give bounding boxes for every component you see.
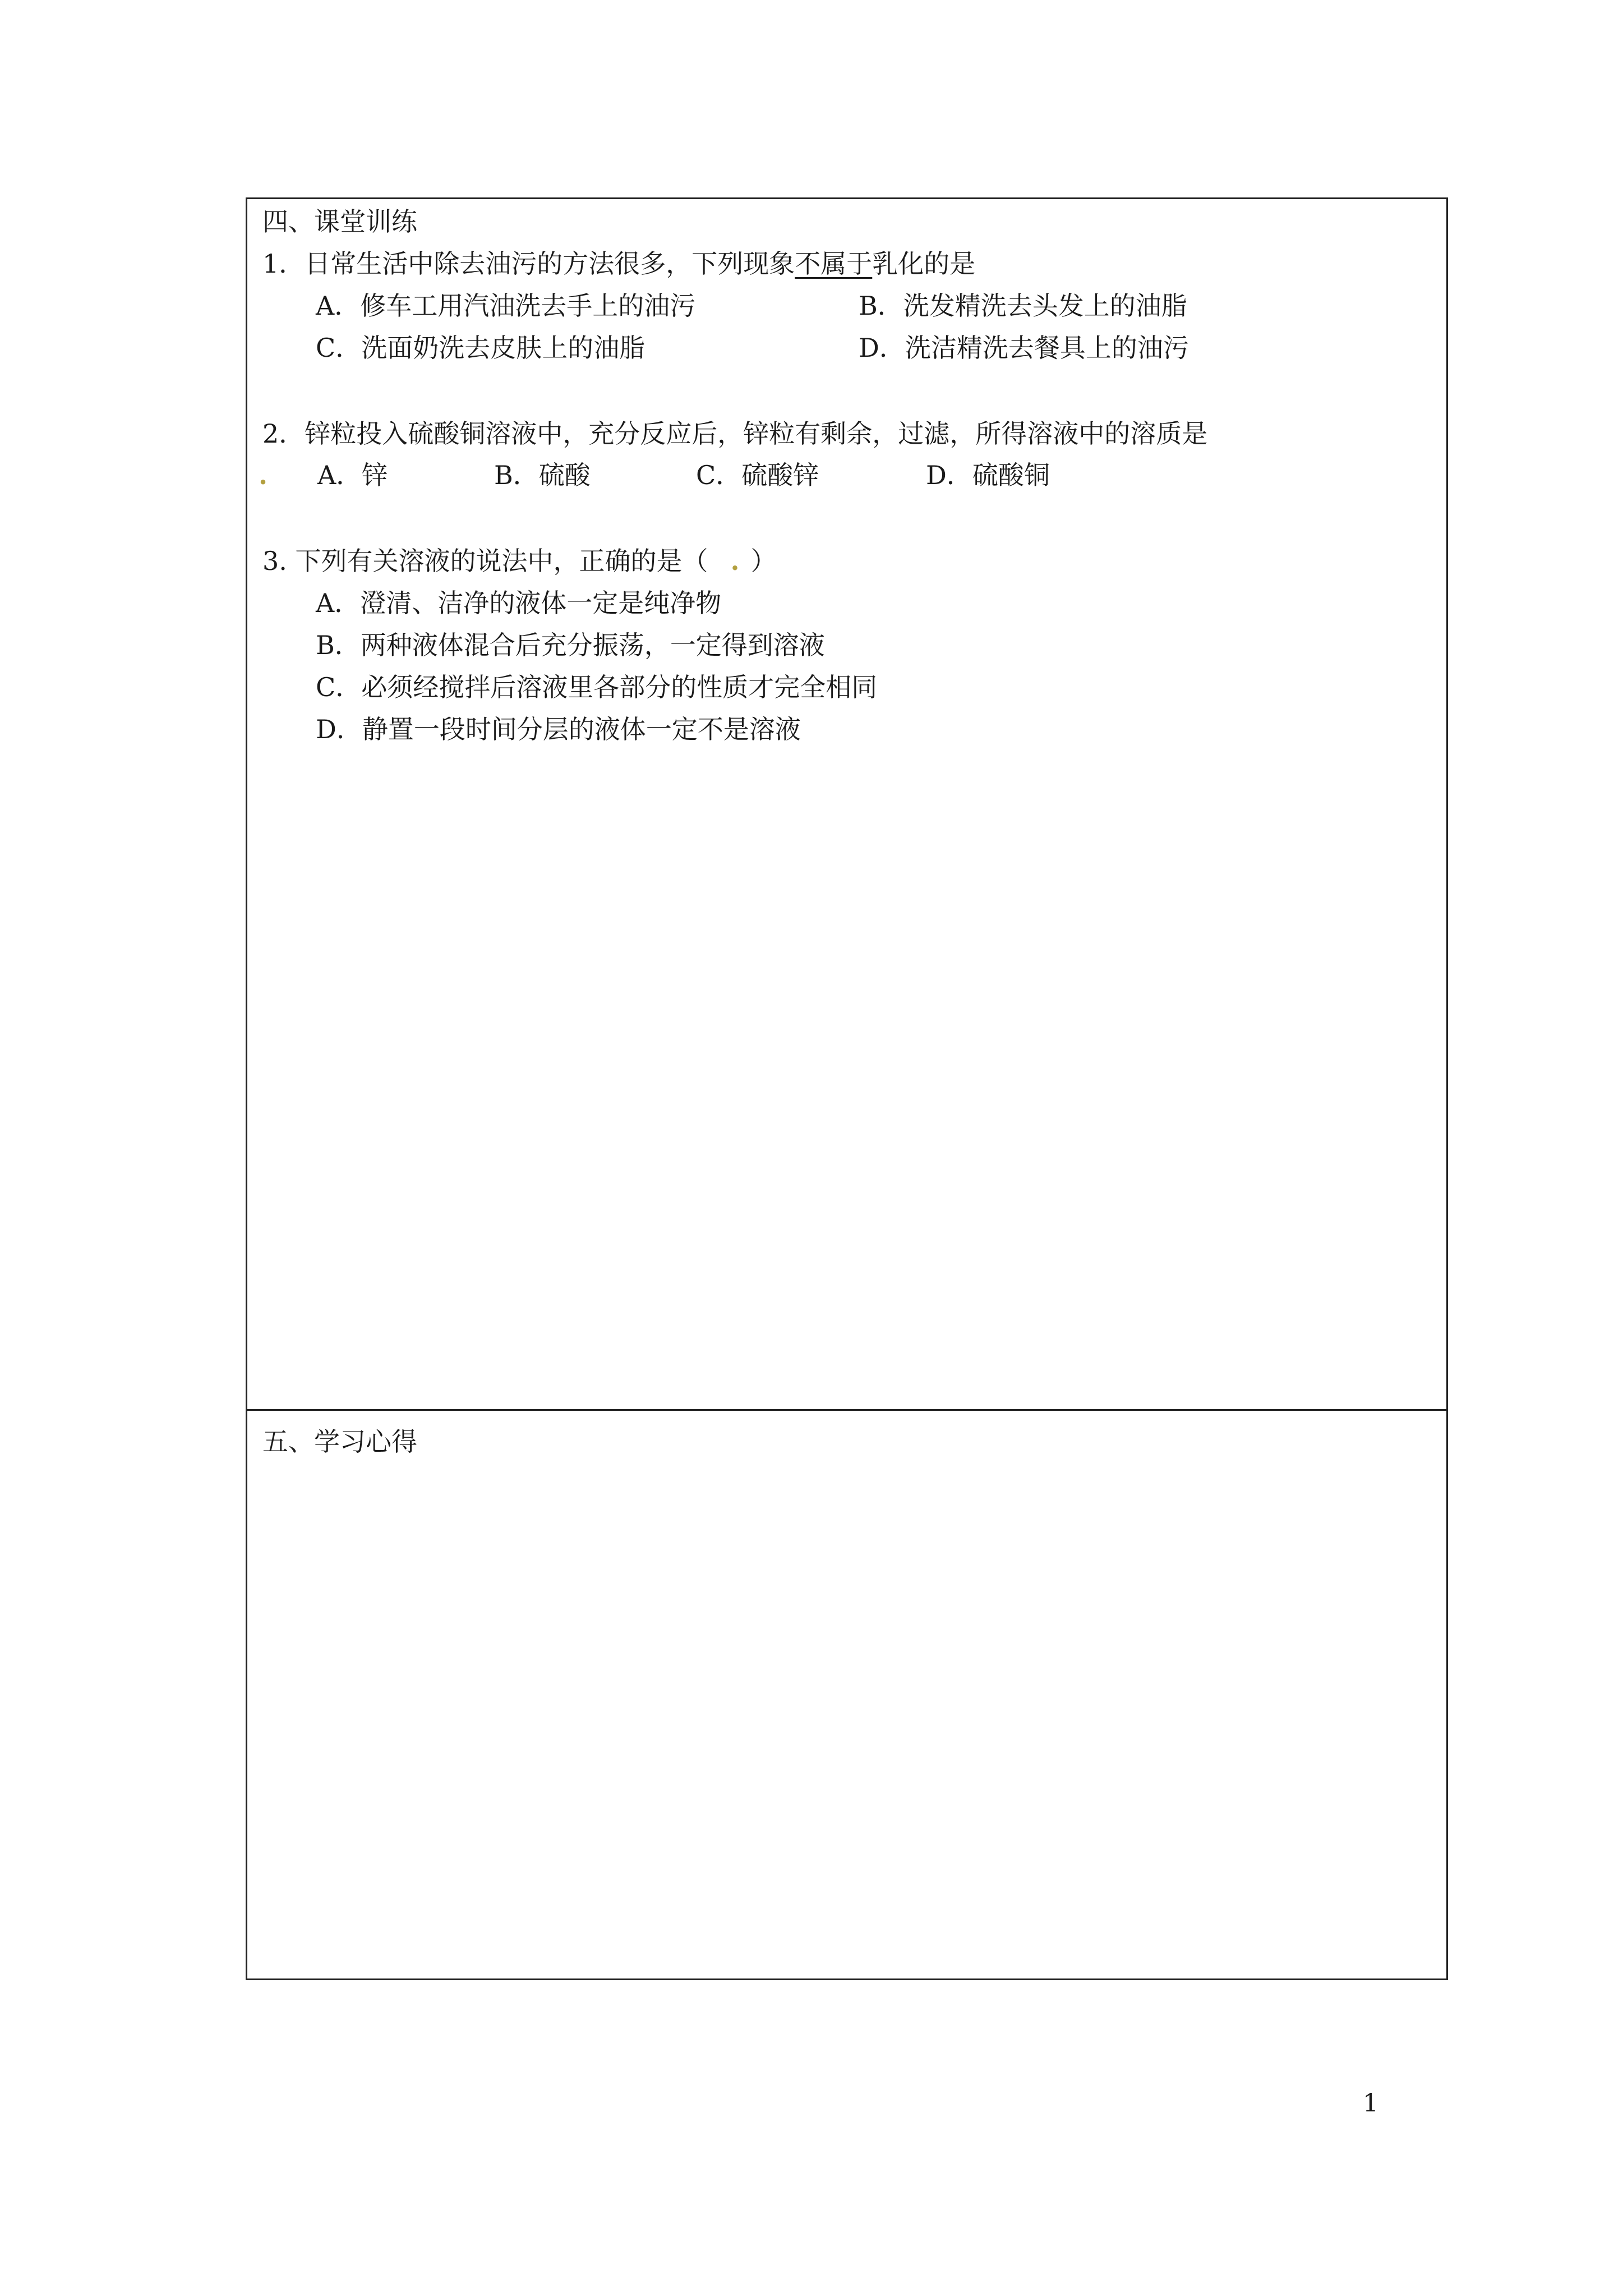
section-heading-practice: 四、课堂训练 (262, 206, 417, 237)
question-2-option-c: C．硫酸锌 (696, 460, 819, 490)
page-number: 1 (1363, 2089, 1378, 2118)
question-3-option-c: C．必须经搅拌后溶液里各部分的性质才完全相同 (316, 672, 878, 702)
question-3-stem-before: 3. 下列有关溶液的说法中，正确的是（ (262, 546, 708, 576)
question-1-stem-after: 乳化的是 (872, 249, 976, 279)
question-1-stem (262, 247, 975, 280)
question-3-mark: . (730, 546, 740, 576)
question-3-stem-after: ） (750, 546, 777, 576)
learning-reflection-section (247, 1411, 1446, 1980)
question-2-option-a: A．锌 (317, 460, 388, 490)
question-3-stem (262, 544, 777, 578)
question-1-option-c: C．洗面奶洗去皮肤上的油脂 (316, 333, 645, 363)
worksheet-table (246, 197, 1448, 1980)
question-2-mark: . (259, 460, 268, 490)
classroom-practice-section (247, 199, 1446, 1411)
question-2-stem: 2．锌粒投入硫酸铜溶液中，充分反应后，锌粒有剩余，过滤，所得溶液中的溶质是 (262, 418, 1208, 449)
question-3-option-d: D．静置一段时间分层的液体一定不是溶液 (316, 714, 801, 744)
question-3-option-a: A．澄清、洁净的液体一定是纯净物 (316, 588, 722, 618)
question-1-option-b: B．洗发精洗去头发上的油脂 (859, 291, 1187, 321)
question-1-option-d: D．洗洁精洗去餐具上的油污 (859, 333, 1189, 363)
question-2-option-d: D．硫酸铜 (926, 460, 1050, 490)
question-3-option-b: B．两种液体混合后充分振荡，一定得到溶液 (316, 630, 825, 660)
question-1-stem-before: 1．日常生活中除去油污的方法很多，下列现象 (262, 249, 795, 279)
question-1-emphasis: 不属于 (795, 249, 873, 279)
section-heading-reflection: 五、学习心得 (262, 1427, 417, 1457)
question-1-option-a: A．修车工用汽油洗去手上的油污 (316, 291, 696, 321)
question-2-option-b: B．硫酸 (494, 460, 591, 490)
